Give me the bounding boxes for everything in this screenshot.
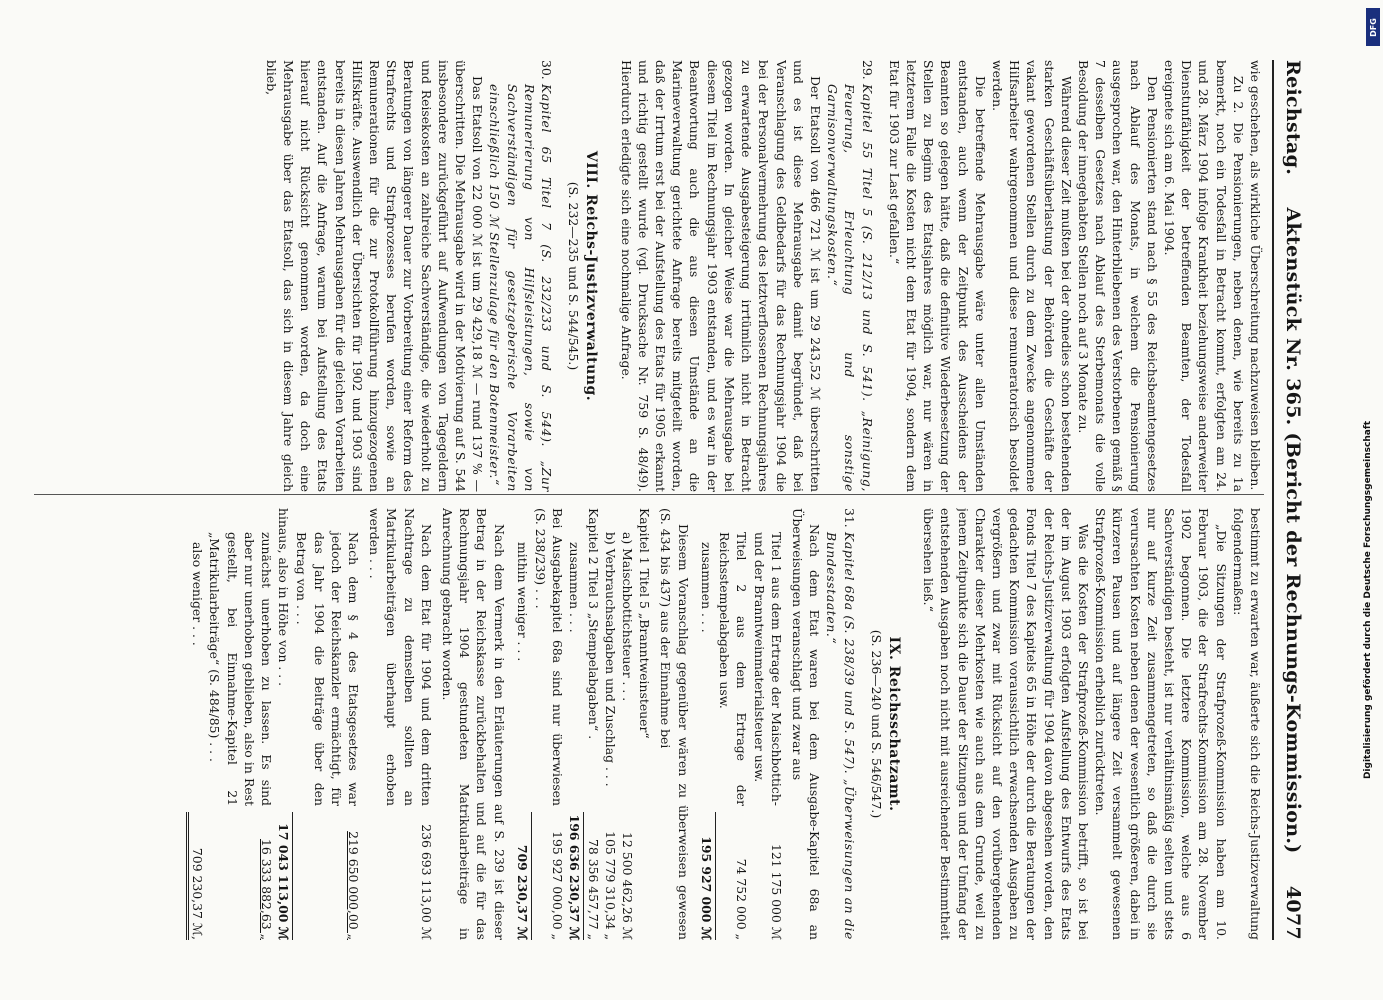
dfg-logo (1366, 8, 1380, 46)
amount-value: 195 927 000,00 „ (550, 831, 566, 940)
item-title: Kapitel 65 Titel 7 (S. 232/233 und S. 544). „Zur Remunerierung von Hilfsleistungen, sowie von Sachverständigen für gesetzgeberische Vorarbeiten einschließlich 150 ℳ Stellenzulage für den Botenmeister.“ (487, 84, 555, 492)
paragraph: Zu 2. Die Pensionierungen, neben denen, wie bereits zu 1a bemerkt, noch ein Todesfall in Betracht kommt, erfolgten am 24. und 28. März 1904 infolge Krankheit beziehungsweise anderweiter Dienstunfähigkeit der betreffenden Beamten, der Todesfall ereignete sich am 6. Mai 1904. (1161, 60, 1246, 492)
amount-label: Bei Ausgabekapitel 68a sind nur überwiesen (S. 238/239) . . . (533, 508, 566, 806)
amount-value: 74 752 000 „ (734, 858, 750, 940)
amount-value: 16 333 882,63 „ (259, 838, 275, 940)
amount-value: 121 175 000 ℳ (768, 843, 784, 940)
amount-label: also weniger . . . (190, 542, 206, 646)
amount-label: Titel 1 aus dem Ertrage der Maischbottich- und der Branntweinmaterialsteuer usw. (751, 532, 784, 806)
page-number: 4077 (1282, 885, 1304, 940)
item-title: Kapitel 55 Titel 5 (S. 212/13 und S. 541). „Reinigung, Feuerung, Erleuchtung und sonstige Garnisonverwaltungskosten.“ (825, 84, 875, 492)
amount-label: Nach dem § 4 des Etatsgesetzes war jedoch der Reichskanzler ermächtigt, für das Jahr 1904 die Beiträge über den Betrag von . . . (294, 532, 362, 806)
amount-value: 17 043 113,00 ℳ (275, 812, 293, 940)
item-number: 31. (841, 508, 857, 528)
item-number: 29. (859, 60, 875, 80)
paragraph: Diesem Voranschlag gegenüber wären zu überweisen gewesen (S. 434 bis 437) aus der Einnahme bei (658, 508, 691, 940)
amount-label: Kapitel 1 Titel 5 „Branntweinsteuer“ (637, 508, 653, 739)
amount-line (293, 508, 362, 940)
item-29-heading (824, 60, 876, 492)
paragraph: bestimmt zu erwarten war, äußerte sich die Reichs-Justizverwaltung folgendermaßen: (1230, 508, 1263, 940)
paragraph: Nach dem Etat waren bei dem Ausgabe-Kapitel 68a an Überweisungen veranschlagt und zwar aus (789, 508, 823, 940)
section-pages: (S. 236—240 und S. 546/547.) (868, 629, 884, 819)
section-pages: (S. 232—235 und S. 544/545.) (566, 181, 582, 371)
amount-line (698, 508, 716, 940)
amount-label: a) Maischbottichsteuer . . . (620, 532, 636, 702)
item-31-heading (823, 508, 857, 940)
paragraph: Den Pensionierten stand nach § 55 des Reichsbeamtengesetzes nach Ablauf des Monats, in welchem die Pensionierung ausgesprochen war, den Hinterbliebenen des Verstorbenen gemäß § 7 desselben Gesetzes nach Ablauf des Sterbemonats die volle Besoldung der innegehabten Stellen noch auf 3 Monate zu. (1075, 60, 1160, 492)
amount-line (186, 508, 206, 940)
amount-value: 195 927 000 ℳ (698, 812, 716, 940)
paragraph: wie geschehen, als wirkliche Überschreitung nachzuweisen bleiben. (1248, 60, 1263, 491)
item-title: Kapitel 68a (S. 238/39 und S. 547). „Überweisungen an die Bundesstaaten.“ (824, 532, 857, 940)
page-header (1278, 60, 1308, 940)
paragraph: Während dieser Zeit mußten bei der ohnedies schon bestehenden starken Geschäftsüberlastung der Behörden die Geschäfte der vakant gewordenen Stellen durch zu dem Zwecke angenommene Hilfsarbeiter wahrgenommen und diese remuneratorisch besoldet werden. (989, 60, 1074, 492)
amount-label: b) Verbrauchsabgaben und Zuschlag . . . (602, 532, 618, 787)
amount-label: Nach dem Etat für 1904 und dem dritten Nachtrage zu demselben sollten an Matrikularbeiträgen überhaupt erhoben werden . . . (367, 508, 434, 806)
amount-line (716, 508, 750, 940)
amount-value: 105 779 310,34 „ (602, 831, 618, 940)
amount-label: hinaus, also in Höhe von . . . (276, 508, 292, 687)
amount-line (514, 508, 532, 940)
left-column (34, 60, 1264, 492)
side-note (1361, 300, 1375, 900)
paragraph: Das Etatsoll von 22 000 ℳ ist um 29 429,18 ℳ — rund 137 % — überschritten. Die Mehrausgabe wird in der Motivierung auf S. 544 insbesondere zurückgeführt auf Aufwendungen von Tagegeldern und Reisekosten an zahlreiche Sachverständige, die wiederholt zu Beratungen von längerer Dauer zur Vorbereitung einer Reform des Strafrechts und Strafprozesses berufen worden, sowie an Remunerationen für die zur Protokollführung hinzugezogenen Hilfskräfte. Auswendlich der Übersichten für 1902 und 1903 sind bereits in diesen Jahren Mehrausgaben für die gleichen Vorarbeiten entstanden. Auf die Anfrage, warum bei Aufstellung des Etats hierauf nicht Rücksicht genommen worden, da doch eine Mehrausgabe über das Etatsoll, das sich in diesem Jahre gleich blieb, (263, 60, 486, 492)
amount-label: mithin weniger . . . (514, 542, 530, 662)
section-title: IX. Reichsschatzamt. (885, 636, 902, 812)
amount-line (566, 508, 584, 940)
amount-value: 78 356 457,77 „ (585, 838, 601, 940)
paragraph: „Die Sitzungen der Strafprozeß-Kommission haben am 10. Februar 1903, die der Strafrechts-Kommission am 28. November 1902 begonnen. Die letztere Kommission, welche aus 6 Sachverständigen besteht, ist nur verhältnismäßig selten und stets nur auf kurze Zeit zusammengetreten, so daß die durch sie verursachten Kosten neben denen der wesentlich größeren, dabei in kürzeren Pausen und auf längere Zeit versammelt gewesenen Strafprozeß-Kommission erheblich zurücktreten. (1093, 508, 1229, 940)
paragraph: Was die Kosten der Strafprozeß-Kommission betrifft, so ist bei der im August 1903 erfolgten Aufstellung des Entwurfs des Etats der Reichs-Justizverwaltung für 1904 davon abgesehen worden, den Fonds Titel 7 des Kapitels 65 in Höhe der durch die Beratungen der gedachten Kommission voraussichtlich erwachsenden Ausgaben zu vergrößern und zwar mit Rücksicht auf den vorübergehenden Charakter dieser Mehrkosten wie auch aus dem Grunde, weil zu jenem Zeitpunkte sich die Dauer der Sitzungen und der Umfang der entstehenden Ausgaben noch nicht mit ausreichender Bestimmtheit übersehen ließ.“ (921, 508, 1091, 940)
amount-label: Kapitel 2 Titel 3 „Stempelabgaben“ . (585, 508, 601, 740)
amount-line (206, 508, 275, 940)
header-rule (1272, 60, 1274, 940)
amount-line (750, 508, 784, 940)
amount-value: 12 500 462,26 ℳ (620, 832, 636, 940)
amount-table-1 (698, 508, 785, 940)
paragraph: Nach dem Vermerk in den Erläuterungen auf S. 239 ist dieser Betrag in der Reichskasse zurückbehalten und auf die für das Rechnungsjahr 1904 gestundeten Matrikularbeiträge in Anrechnung gebracht worden. (440, 508, 507, 940)
right-column (34, 508, 1264, 940)
logo-text: DFG (1368, 17, 1378, 37)
amount-line (602, 508, 619, 940)
paragraph: Die betreffende Mehrausgabe wäre unter allen Umständen entstanden, auch wenn der Zeitpunkt des Ausscheidens der Beamten so gelegen hätte, daß die definitive Wiederbesetzung der Stellen zu Beginn des Etatsjahres möglich war, nur wären in letzterem Falle die Kosten nicht dem Etat für 1904, sondern dem Etat für 1903 zur Last gefallen.“ (886, 60, 988, 492)
paragraph: Der Etatsoll von 466 721 ℳ ist um 29 243,52 ℳ überschritten und es ist diese Mehrausgabe damit begründet, daß bei Veranschlagung des Geldbedarfs für das Rechnungsjahr 1904 die bei der Personalvermehrung des letztverflossenen Rechnungsjahres zu erwartende Ausgabesteigerung irrtümlich nicht in Betracht gezogen worden. In gleicher Weise war die Mehrausgabe bei diesem Titel im Rechnungsjahr 1903 entstanden, und es war in der Beantwortung auch die aus diesen Umstände an die Marineverwaltung gerichtete Anfrage bereits mitgeteilt worden, daß der Irrtum erst bei der Aufstellung des Etats für 1905 erkannt und richtig gestellt wurde (vgl. Drucksache Nr. 759 S. 48/49). Hierdurch erledigte sich eine nochmalige Anfrage. (618, 60, 823, 492)
amount-table-3 (186, 508, 362, 940)
amount-label: zunächst unerhoben zu lassen. Es sind aber nur unerhoben geblieben, also in Rest gestellt, bei Einnahme-Kapitel 21 „Matrikularbeiträge“ (S. 484/85) . . . (207, 532, 275, 806)
amount-label: Titel 2 aus dem Ertrage der Reichsstempelabgaben usw. (717, 532, 750, 806)
item-30-heading (486, 60, 555, 492)
amount-line (584, 508, 601, 940)
side-note-text: Digitalisierung gefördert durch die Deutsche Forschungsgemeinschaft (1363, 420, 1373, 780)
amount-value: 709 230,37 ℳ, (186, 812, 206, 940)
amount-label: zusammen . . . (567, 542, 583, 633)
amount-table-2 (514, 508, 654, 940)
amount-label: zusammen . . . (698, 542, 714, 633)
amount-line (636, 508, 653, 940)
amount-value: 219 650 000,00 „ (346, 831, 362, 940)
amount-value: 196 636 230,37 ℳ (566, 812, 584, 940)
amount-line (275, 508, 293, 940)
amount-line (619, 508, 636, 940)
amount-value: 709 230,37 ℳ (514, 812, 532, 940)
item-number: 30. (539, 60, 555, 80)
column-rule (34, 494, 1264, 495)
header-left: Reichstag. (1282, 60, 1304, 176)
section-title: VIII. Reichs-Justizverwaltung. (583, 150, 600, 402)
amount-value: 236 693 113,00 ℳ (418, 824, 434, 940)
amount-line (532, 508, 566, 940)
amount-line (366, 508, 435, 940)
header-title: Aktenstück Nr. 365. (Bericht der Rechnungs-Kommission.) (1282, 207, 1304, 854)
